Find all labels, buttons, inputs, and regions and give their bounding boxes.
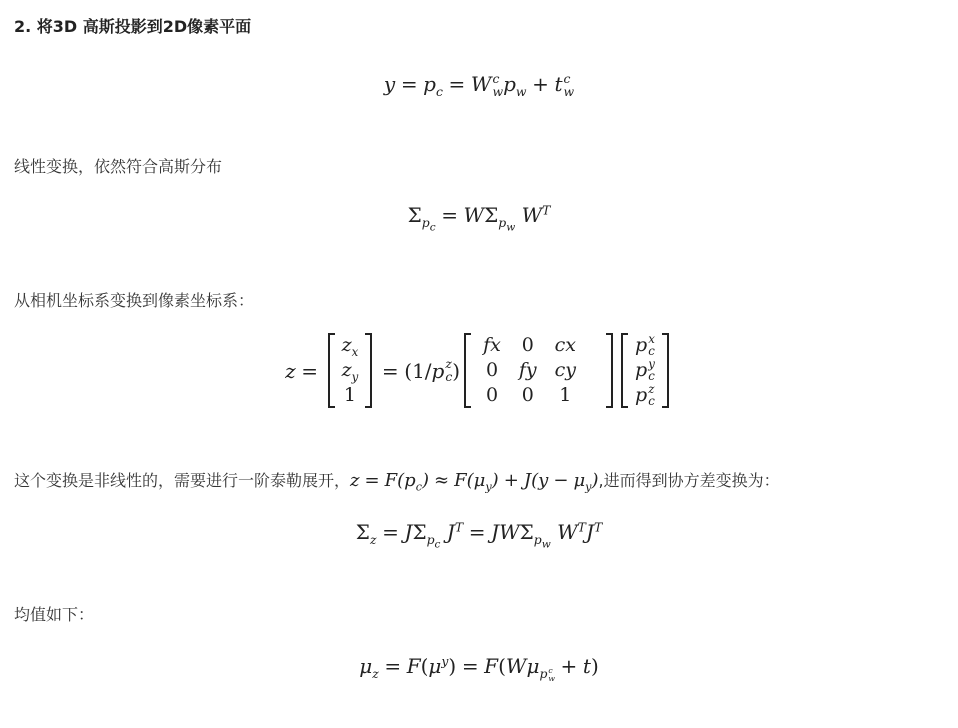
- text-camera-to-pixel: 从相机坐标系变换到像素坐标系：: [14, 291, 255, 310]
- equation-camera-to-pixel: z = $z_x$ $z_y$ 1 = (1/ p z c ) fx 0 cx 0 fy cy 0 0 1 p x c p y c p z c: [0, 333, 958, 408]
- inline-equation-taylor: $z = F(p_c) \approx F(\mu_y) + J(y - \mu_y)$: [350, 470, 599, 494]
- equation-projection: $y = p_c = W$ c w $p_w + t$ c w: [383, 71, 575, 99]
- text-taylor-expansion: [14, 470, 780, 492]
- pixel-vector: $z_x$ $z_y$ 1: [328, 333, 373, 408]
- camera-point-vector: p x c p y c p z c: [621, 333, 669, 408]
- text-linear-transform: 线性变换，依然符合高斯分布: [14, 157, 223, 176]
- text-taylor-before: 这个变换是非线性的，需要进行一阶泰勒展开，: [14, 471, 351, 490]
- equation-covariance-projected: $\Sigma_z = J\Sigma_{p_c}$ $J^T = JW\Sigma_{p_w}$ $W^TJ^T$: [355, 519, 603, 551]
- equation-mean: $\mu_z = F(\mu^y) = F(W\mu_{p c w}$ + t): [359, 653, 599, 683]
- equation-covariance-linear: $\Sigma_{p_c}= W\Sigma_{p_w}$ $W^T$: [407, 202, 551, 234]
- section-heading: 2. 将3D 高斯投影到2D像素平面: [14, 17, 252, 36]
- text-mean: 均值如下：: [14, 605, 95, 624]
- text-taylor-after: ,进而得到协方差变换为：: [598, 471, 780, 490]
- intrinsic-matrix: fx 0 cx 0 fy cy 0 0 1: [464, 333, 613, 408]
